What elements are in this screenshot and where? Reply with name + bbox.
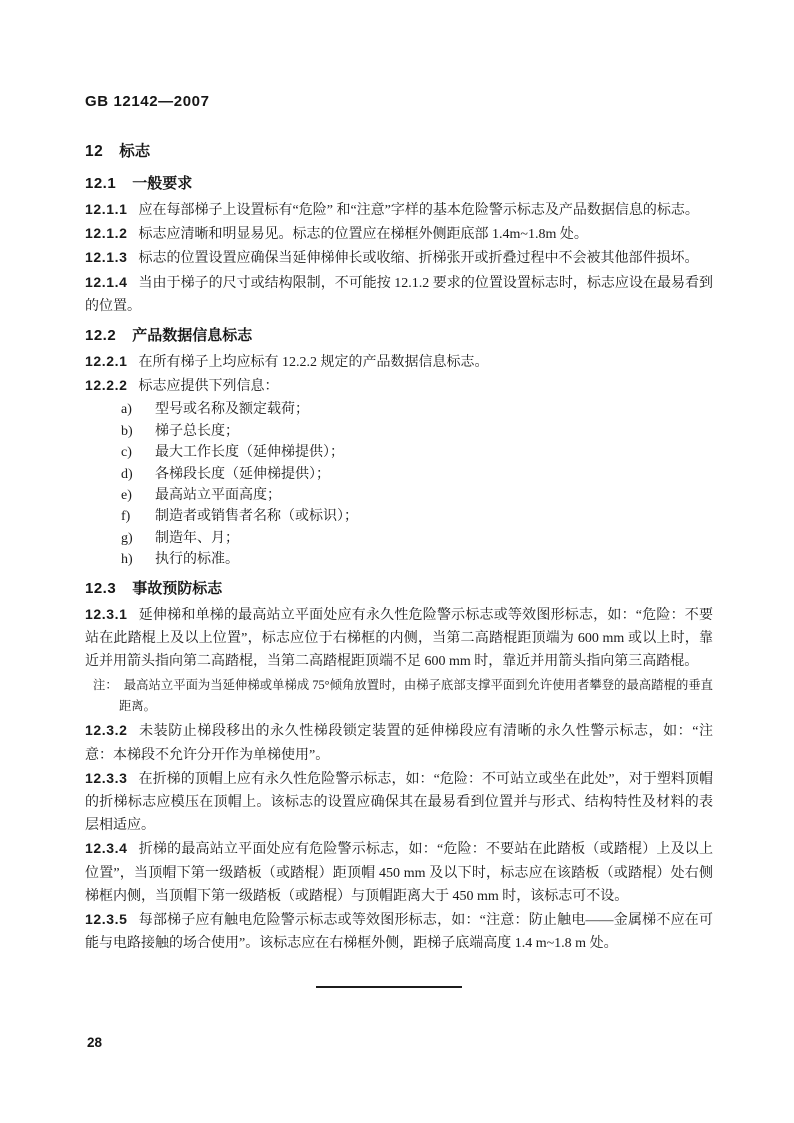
list-item-marker: a) — [121, 402, 132, 418]
list-item-text: 型号或名称及额定载荷； — [155, 402, 309, 418]
section-12-3-heading — [85, 578, 713, 600]
page-number: 28 — [87, 1035, 103, 1050]
list-item-marker: b) — [121, 423, 133, 439]
clause-number: 12.2.2 — [85, 377, 128, 394]
list-item-marker: h) — [121, 552, 133, 568]
clause-12-2-1 — [85, 350, 713, 374]
section-12-heading — [85, 141, 713, 163]
list-item-text: 执行的标准。 — [155, 552, 239, 568]
list-item-text: 最大工作长度（延伸梯提供）； — [155, 445, 344, 461]
clause-text: 当由于梯子的尺寸或结构限制，不可能按 12.1.2 要求的位置设置标志时，标志应设在最易看到的位置。 — [85, 275, 713, 314]
clause-text: 未装防止梯段移出的永久性梯段锁定装置的延伸梯段应有清晰的永久性警示标志，如：“注意：本梯段不允许分开作为单梯使用”。 — [85, 724, 713, 763]
clause-12-1-2 — [85, 222, 713, 246]
list-item — [85, 485, 713, 506]
section-12-2-title: 产品数据信息标志 — [132, 327, 253, 345]
document-body — [85, 141, 713, 988]
section-12-2-heading — [85, 325, 713, 347]
clause-12-1-4 — [85, 271, 713, 318]
list-item-text: 最高站立平面高度； — [155, 488, 281, 504]
note-12-3-1 — [85, 675, 713, 716]
clause-12-3-3 — [85, 767, 713, 838]
list-item-text: 梯子总长度； — [155, 423, 239, 439]
list-item-text: 制造年、月； — [155, 530, 239, 546]
clause-number: 12.2.1 — [85, 353, 128, 370]
clause-12-3-1 — [85, 603, 713, 674]
section-12-number: 12 — [85, 143, 104, 160]
clause-12-2-2 — [85, 374, 713, 398]
clause-12-3-5 — [85, 908, 713, 955]
clause-text: 标志应清晰和明显易见。标志的位置应在梯框外侧距底部 1.4m~1.8m 处。 — [138, 227, 588, 243]
section-12-1-number: 12.1 — [85, 175, 117, 192]
clause-text: 每部梯子应有触电危险警示标志或等效图形标志，如：“注意：防止触电——金属梯不应在可能与电路接触的场合使用”。该标志应在右梯框外侧，距梯子底端高度 1.4 m~1.8 m 处。 — [85, 913, 713, 952]
list-item — [85, 506, 713, 527]
clause-12-1-3 — [85, 246, 713, 270]
clause-text: 延伸梯和单梯的最高站立平面处应有永久性危险警示标志或等效图形标志，如：“危险：不要站在此踏棍上及以上位置”，标志应位于右梯框的内侧，当第二高踏棍距顶端为 600 mm 或以上时，靠近并用箭头指向第二高踏棍，当第二高踏棍距顶端不足 600 mm 时，靠近并用箭头指向第三高踏棍。 — [85, 607, 713, 670]
clause-text: 在所有梯子上均应标有 12.2.2 规定的产品数据信息标志。 — [138, 355, 489, 371]
product-data-info-list — [85, 399, 713, 570]
list-item — [85, 399, 713, 420]
clause-number: 12.3.2 — [85, 722, 128, 739]
clause-text: 在折梯的顶帽上应有永久性危险警示标志，如：“危险：不可站立或坐在此处”，对于塑料顶帽的折梯标志应模压在顶帽上。该标志的设置应确保其在最易看到位置并与形式、结构特性及材料的表层相适应。 — [85, 771, 713, 834]
note-text: 最高站立平面为当延伸梯或单梯成 75°倾角放置时，由梯子底部支撑平面到允许使用者攀登的最高踏棍的垂直距离。 — [119, 678, 713, 713]
clause-number: 12.1.3 — [85, 249, 128, 266]
list-item-text: 制造者或销售者名称（或标识）； — [155, 509, 358, 525]
clause-text: 应在每部梯子上设置标有“危险” 和“注意”字样的基本危险警示标志及产品数据信息的标志。 — [138, 203, 699, 218]
clause-number: 12.1.1 — [85, 201, 128, 217]
section-12-3-number: 12.3 — [85, 579, 117, 597]
list-item — [85, 421, 713, 442]
section-12-title: 标志 — [119, 143, 151, 160]
standard-number-header: GB 12142—2007 — [85, 93, 210, 110]
list-item — [85, 442, 713, 463]
section-12-1-title: 一般要求 — [132, 175, 193, 192]
list-item-marker: d) — [121, 466, 133, 482]
list-item-marker: f) — [121, 509, 131, 525]
clause-text: 折梯的最高站立平面处应有危险警示标志，如：“危险：不要站在此踏板（或踏棍）上及以上位置”，当顶帽下第一级踏板（或踏棍）距顶帽 450 mm 及以下时，标志应在该踏板（或踏棍）处右侧梯框内侧，当顶帽下第一级踏板（或踏棍）与顶帽距离大于 450 mm 时，该标志可不设。 — [85, 842, 713, 904]
list-item-marker: g) — [121, 530, 133, 546]
section-12-2-number: 12.2 — [85, 327, 117, 345]
clause-text: 标志应提供下列信息： — [138, 379, 279, 395]
clause-number: 12.1.4 — [85, 273, 128, 290]
clause-text: 标志的位置设置应确保当延伸梯伸长或收缩、折梯张开或折叠过程中不会被其他部件损坏。 — [138, 251, 699, 267]
list-item-marker: e) — [121, 488, 132, 504]
list-item-marker: c) — [121, 445, 132, 461]
clause-number: 12.3.4 — [85, 840, 128, 857]
list-item-text: 各梯段长度（延伸梯提供）； — [155, 466, 330, 482]
note-label: 注： — [93, 678, 118, 693]
clause-number: 12.1.2 — [85, 225, 128, 242]
clause-number: 12.3.3 — [85, 769, 128, 786]
clause-number: 12.3.5 — [85, 911, 128, 928]
list-item — [85, 549, 713, 570]
clause-number: 12.3.1 — [85, 605, 128, 622]
clause-12-3-2 — [85, 719, 713, 766]
clause-12-3-4 — [85, 837, 713, 908]
clause-12-1-1 — [85, 198, 713, 222]
section-12-1-heading — [85, 173, 713, 195]
end-of-text-divider — [316, 986, 462, 988]
list-item — [85, 464, 713, 485]
section-12-3-title: 事故预防标志 — [132, 579, 223, 597]
list-item — [85, 528, 713, 549]
